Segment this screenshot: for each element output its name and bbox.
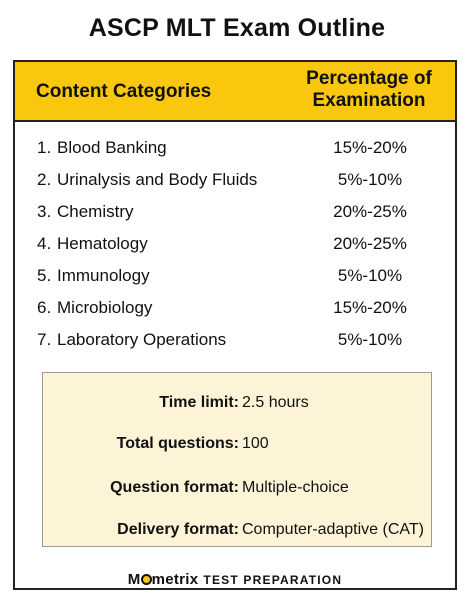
row-number: 4. [37, 234, 52, 253]
category-percentage: 15%-20% [333, 138, 407, 157]
percentage-header-line1: Percentage of [306, 68, 432, 89]
question-format-label: Question format: [110, 479, 239, 496]
logo-o-icon [141, 574, 152, 585]
category-list [15, 132, 455, 356]
category-name: Chemistry [57, 202, 134, 221]
table-row [15, 292, 455, 324]
category-percentage: 15%-20% [333, 298, 407, 317]
table-row [15, 196, 455, 228]
table-row [15, 132, 455, 164]
category-name: Laboratory Operations [57, 330, 227, 349]
percentage-header-line2: Examination [312, 90, 426, 111]
row-number: 3. [37, 202, 52, 221]
category-name: Blood Banking [57, 138, 167, 157]
category-name: Hematology [57, 234, 148, 253]
table-row [15, 260, 455, 292]
total-questions-value: 100 [242, 435, 269, 452]
table-header [15, 62, 455, 122]
category-percentage: 20%-25% [333, 202, 407, 221]
page-title: ASCP MLT Exam Outline [88, 14, 386, 42]
category-name: Urinalysis and Body Fluids [57, 170, 258, 189]
question-format-row [43, 477, 433, 499]
category-name: Immunology [57, 266, 150, 285]
exam-info-box [42, 372, 432, 547]
content-categories-header: Content Categories [36, 81, 212, 102]
percentage-header [298, 68, 440, 112]
table-row [15, 164, 455, 196]
brand-tagline: TEST PREPARATION [203, 573, 343, 587]
time-limit-value: 2.5 hours [242, 394, 309, 411]
category-percentage: 5%-10% [337, 330, 403, 349]
row-number: 6. [37, 298, 52, 317]
row-number: 1. [37, 138, 52, 157]
outline-table [13, 60, 457, 590]
row-number: 5. [37, 266, 52, 285]
time-limit-row [43, 392, 433, 414]
total-questions-label: Total questions: [116, 435, 239, 452]
delivery-format-row [43, 519, 433, 541]
category-percentage: 20%-25% [333, 234, 407, 253]
table-row [15, 324, 455, 356]
category-name: Microbiology [57, 298, 153, 317]
delivery-format-value: Computer-adaptive (CAT) [242, 521, 424, 538]
mometrix-logo [128, 571, 199, 588]
mometrix-brand [15, 571, 455, 588]
question-format-value: Multiple-choice [242, 479, 349, 496]
table-row [15, 228, 455, 260]
category-percentage: 5%-10% [337, 170, 403, 189]
row-number: 7. [37, 330, 52, 349]
time-limit-label: Time limit: [159, 394, 239, 411]
delivery-format-label: Delivery format: [117, 521, 239, 538]
logo-rest: metrix [151, 571, 199, 588]
logo-letter-m: M [127, 571, 141, 588]
category-percentage: 5%-10% [337, 266, 403, 285]
total-questions-row [43, 433, 433, 455]
row-number: 2. [37, 170, 52, 189]
